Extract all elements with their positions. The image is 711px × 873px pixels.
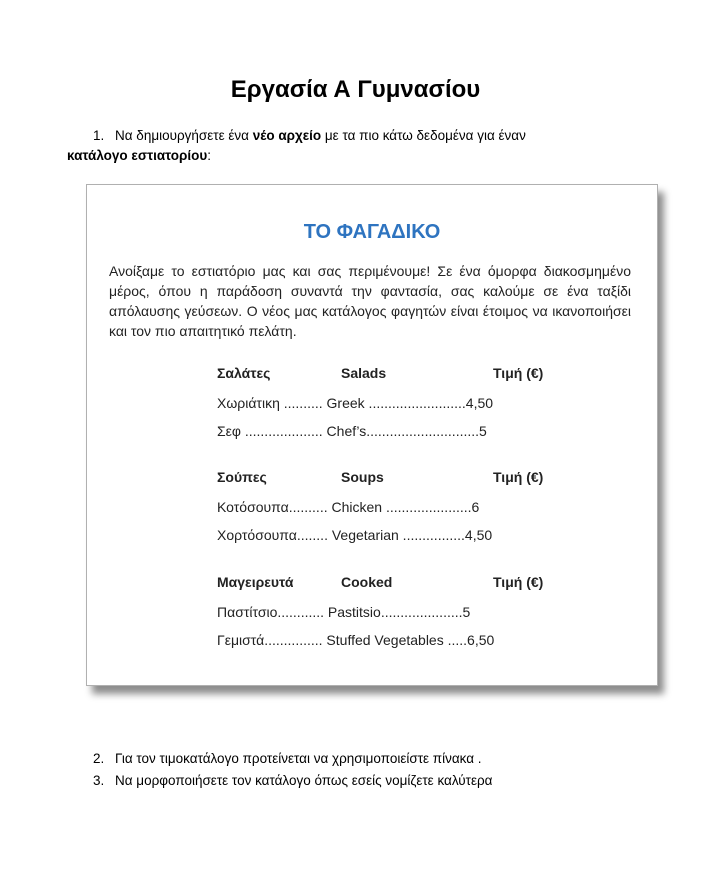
- menu-item-text: Χορτόσουπα........ Vegetarian ................4,50: [217, 527, 493, 543]
- menu-item-row: [217, 604, 557, 632]
- menu-intro: Ανοίξαμε το εστιατόριο μας και σας περιμένουμε! Σε ένα όμορφα διακοσμημένο μέρος, όπου η παράδοση συναντά την φαντασία, σας καλούμε σε ένα ταξίδι απόλαυσης γεύσεων. Ο νέος μας κατάλογος φαγητών είναι έτοιμος να ικανοποιήσει και τον πιο απαιτητικό πελάτη.: [109, 263, 631, 339]
- task-1-text-b: με τα πιο κάτω δεδομένα για έναν: [321, 128, 526, 143]
- menu-item-text: Παστίτσιο............ Pastitsio.....................5: [217, 604, 471, 620]
- page-title: Εργασία Α Γυμνασίου: [230, 76, 481, 103]
- menu-item-row: [217, 527, 557, 555]
- menu-section-soups: [217, 469, 557, 555]
- section-gr-label: Σούπες: [217, 469, 267, 485]
- task-2: [93, 748, 493, 770]
- section-en-label: Salads: [341, 365, 387, 381]
- menu-item-text: Κοτόσουπα.......... Chicken ......................6: [217, 499, 480, 515]
- section-gr-label: Μαγειρευτά: [217, 574, 294, 590]
- task-3-number: 3.: [93, 773, 105, 788]
- menu-card-image: [86, 184, 658, 686]
- task-1-text-a: Να δημιουργήσετε ένα: [115, 128, 253, 143]
- menu-item-row: [217, 395, 557, 423]
- task-2-number: 2.: [93, 751, 105, 766]
- section-price-label: Τιμή (€): [493, 469, 544, 485]
- section-price-label: Τιμή (€): [493, 365, 544, 381]
- task-1: [67, 126, 667, 166]
- task-1-bold-b: κατάλογο εστιατορίου: [67, 148, 208, 163]
- menu-section-salads: [217, 365, 557, 451]
- task-2-text: Για τον τιμοκατάλογο προτείνεται να χρησιμοποιείστε πίνακα .: [115, 751, 482, 766]
- task-list-2-3: [93, 748, 493, 792]
- section-gr-label: Σαλάτες: [217, 365, 271, 381]
- menu-item-row: [217, 632, 557, 660]
- menu-item-row: [217, 423, 557, 451]
- menu-item-text: Γεμιστά............... Stuffed Vegetables .....6,50: [217, 632, 495, 648]
- task-3: [93, 770, 493, 792]
- menu-section-cooked: [217, 574, 557, 660]
- menu-title: ΤΟ ΦΑΓΑΔΙΚΟ: [303, 221, 441, 243]
- menu-item-text: Σεφ .................... Chef’s.............................5: [217, 423, 487, 439]
- menu-item-row: [217, 499, 557, 527]
- section-header: [217, 574, 557, 604]
- task-1-number: 1.: [93, 128, 105, 143]
- task-1-text-c: :: [207, 148, 212, 163]
- section-header: [217, 365, 557, 395]
- section-en-label: Cooked: [341, 574, 393, 590]
- section-header: [217, 469, 557, 499]
- task-1-bold-a: νέο αρχείο: [252, 128, 322, 143]
- section-price-label: Τιμή (€): [493, 574, 544, 590]
- section-en-label: Soups: [341, 469, 384, 485]
- task-3-text: Να μορφοποιήσετε τον κατάλογο όπως εσείς νομίζετε καλύτερα: [115, 773, 493, 788]
- menu-item-text: Χωριάτικη .......... Greek .........................4,50: [217, 395, 494, 411]
